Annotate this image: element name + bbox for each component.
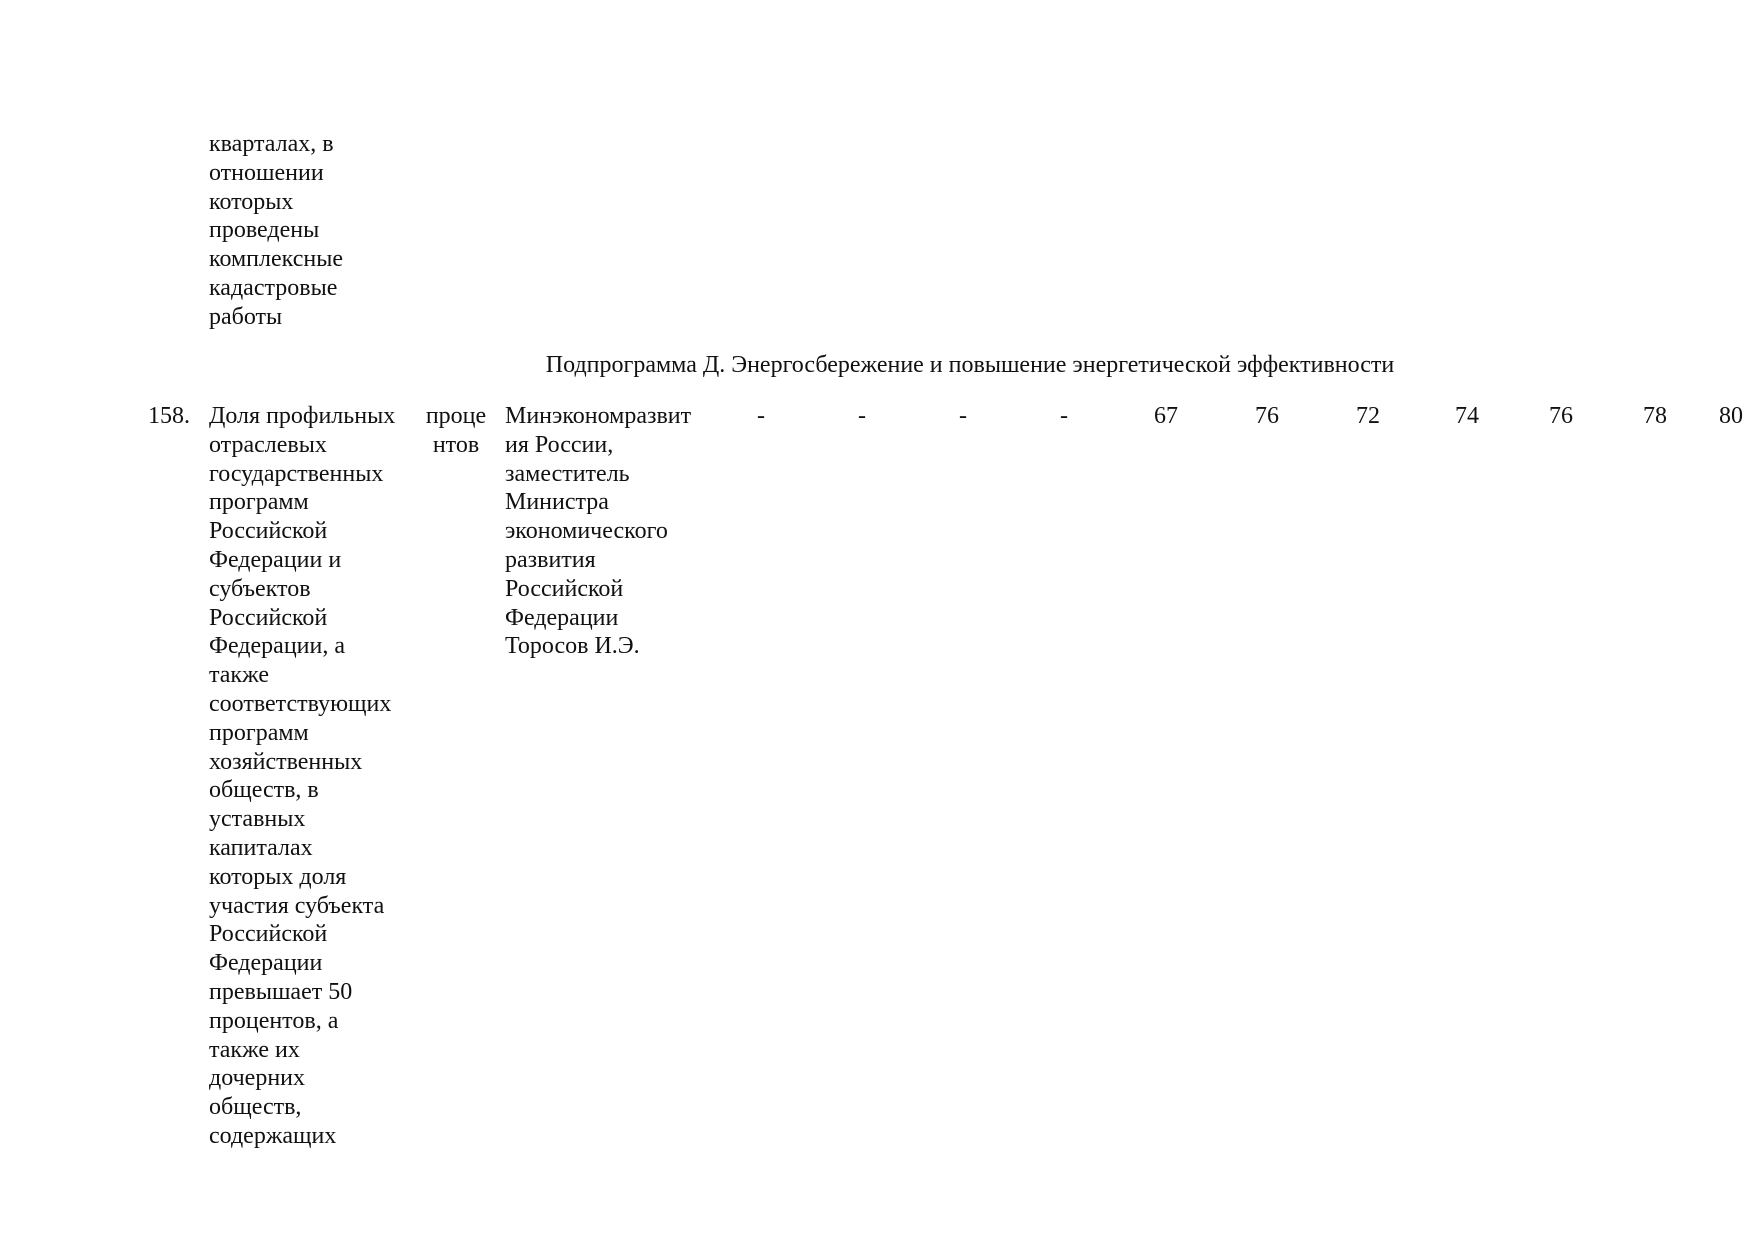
continued-row-name-cell xyxy=(209,130,399,332)
indicator-name-cell xyxy=(209,402,404,1151)
name-line: обществ, в xyxy=(209,777,319,804)
name-line: государственных xyxy=(209,460,384,487)
responsible-cell xyxy=(505,402,705,661)
name-line: отраслевых xyxy=(209,431,327,458)
responsible-line: Российской xyxy=(505,575,624,602)
name-line: программ xyxy=(209,489,309,516)
value-cell: 76 xyxy=(1255,403,1279,429)
name-line: Доля профильных xyxy=(209,403,396,429)
value-cell: 67 xyxy=(1154,403,1178,429)
value-cell: - xyxy=(858,403,866,429)
name-line: Российской xyxy=(209,921,328,948)
name-line: процентов, а xyxy=(209,1007,339,1034)
name-line: проведены xyxy=(209,217,320,244)
name-line: содержащих xyxy=(209,1122,337,1149)
name-line: отношении xyxy=(209,159,324,186)
row-number: 158. xyxy=(148,403,190,429)
value-cell: 78 xyxy=(1643,403,1667,429)
value-cell: - xyxy=(757,403,765,429)
name-line: дочерних xyxy=(209,1065,305,1092)
name-line: кадастровые xyxy=(209,274,338,301)
name-line: Российской xyxy=(209,518,328,545)
name-line: Федерации xyxy=(209,950,323,977)
unit-line: проце xyxy=(425,403,487,429)
value-cell: 74 xyxy=(1455,403,1479,429)
value-cell: 80 xyxy=(1719,403,1743,429)
name-line: программ xyxy=(209,719,309,746)
responsible-line: развития xyxy=(505,546,596,573)
name-line: превышает 50 xyxy=(209,978,353,1005)
name-line: также их xyxy=(209,1036,300,1063)
responsible-line: Минэкономразвит xyxy=(505,403,692,429)
name-line: субъектов xyxy=(209,575,311,602)
name-line: также xyxy=(209,662,270,689)
responsible-line: экономического xyxy=(505,518,668,545)
responsible-line: заместитель xyxy=(505,460,630,487)
name-line: которых доля xyxy=(209,863,347,890)
name-line: хозяйственных xyxy=(209,748,363,775)
value-cell: 72 xyxy=(1356,403,1380,429)
responsible-line: ия России, xyxy=(505,431,614,458)
name-line: участия субъекта xyxy=(209,892,385,919)
name-line: соответствующих xyxy=(209,690,392,717)
name-line: кварталах, в xyxy=(209,131,334,157)
responsible-line: Министра xyxy=(505,489,609,516)
name-line: обществ, xyxy=(209,1094,302,1121)
name-line: которых xyxy=(209,188,294,215)
value-cell: - xyxy=(1060,403,1068,429)
responsible-line: Торосов И.Э. xyxy=(505,633,640,660)
name-line: Федерации и xyxy=(209,546,342,573)
name-line: работы xyxy=(209,303,283,330)
value-cell: 76 xyxy=(1549,403,1573,429)
name-line: комплексные xyxy=(209,246,343,273)
name-line: капиталах xyxy=(209,834,313,861)
name-line: Российской xyxy=(209,604,328,631)
subprogram-heading: Подпрограмма Д. Энергосбережение и повышение энергетической эффективности xyxy=(545,352,1395,378)
name-line: уставных xyxy=(209,806,306,833)
unit-line: нтов xyxy=(432,431,480,458)
responsible-line: Федерации xyxy=(505,604,619,631)
name-line: Федерации, а xyxy=(209,633,345,660)
unit-cell xyxy=(420,402,492,460)
value-cell: - xyxy=(959,403,967,429)
